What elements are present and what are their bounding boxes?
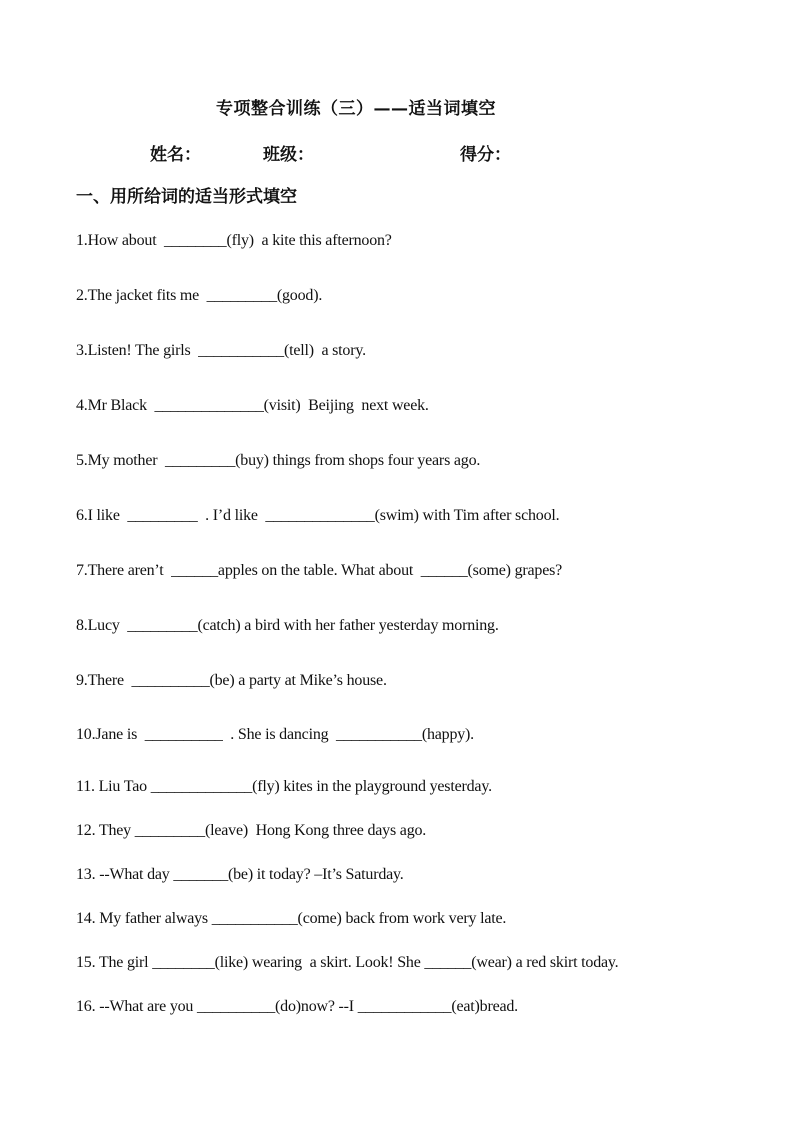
question-11: 11. Liu Tao _____________(fly) kites in the playground yesterday. — [76, 778, 492, 795]
name-label: 姓名： — [150, 145, 201, 165]
question-15: 15. The girl ________(like) wearing a skirt. Look! She ______(wear) a red skirt today. — [76, 954, 619, 971]
question-2: 2.The jacket fits me _________(good). — [76, 287, 323, 304]
class-label: 班级： — [263, 145, 314, 165]
question-13: 13. --What day _______(be) it today? –It’s Saturday. — [76, 866, 404, 883]
question-9: 9.There __________(be) a party at Mike’s house. — [76, 672, 387, 689]
question-12: 12. They _________(leave) Hong Kong three days ago. — [76, 822, 427, 839]
question-14: 14. My father always ___________(come) back from work very late. — [76, 910, 507, 927]
question-3: 3.Listen! The girls ___________(tell) a story. — [76, 342, 366, 359]
question-6: 6.I like _________ . I’d like ______________(swim) with Tim after school. — [76, 507, 560, 524]
worksheet-title: 专项整合训练（三）——适当词填空 — [216, 99, 496, 119]
question-10: 10.Jane is __________ . She is dancing ___________(happy). — [76, 726, 474, 743]
question-16: 16. --What are you __________(do)now? --I ____________(eat)bread. — [76, 998, 518, 1015]
question-7: 7.There aren’t ______apples on the table. What about ______(some) grapes? — [76, 562, 563, 579]
question-1: 1.How about ________(fly) a kite this afternoon? — [76, 232, 392, 249]
section-heading: 一、用所给词的适当形式填空 — [76, 187, 297, 207]
question-8: 8.Lucy _________(catch) a bird with her father yesterday morning. — [76, 617, 499, 634]
question-4: 4.Mr Black ______________(visit) Beijing next week. — [76, 397, 429, 414]
score-label: 得分： — [460, 145, 511, 165]
question-5: 5.My mother _________(buy) things from shops four years ago. — [76, 452, 481, 469]
